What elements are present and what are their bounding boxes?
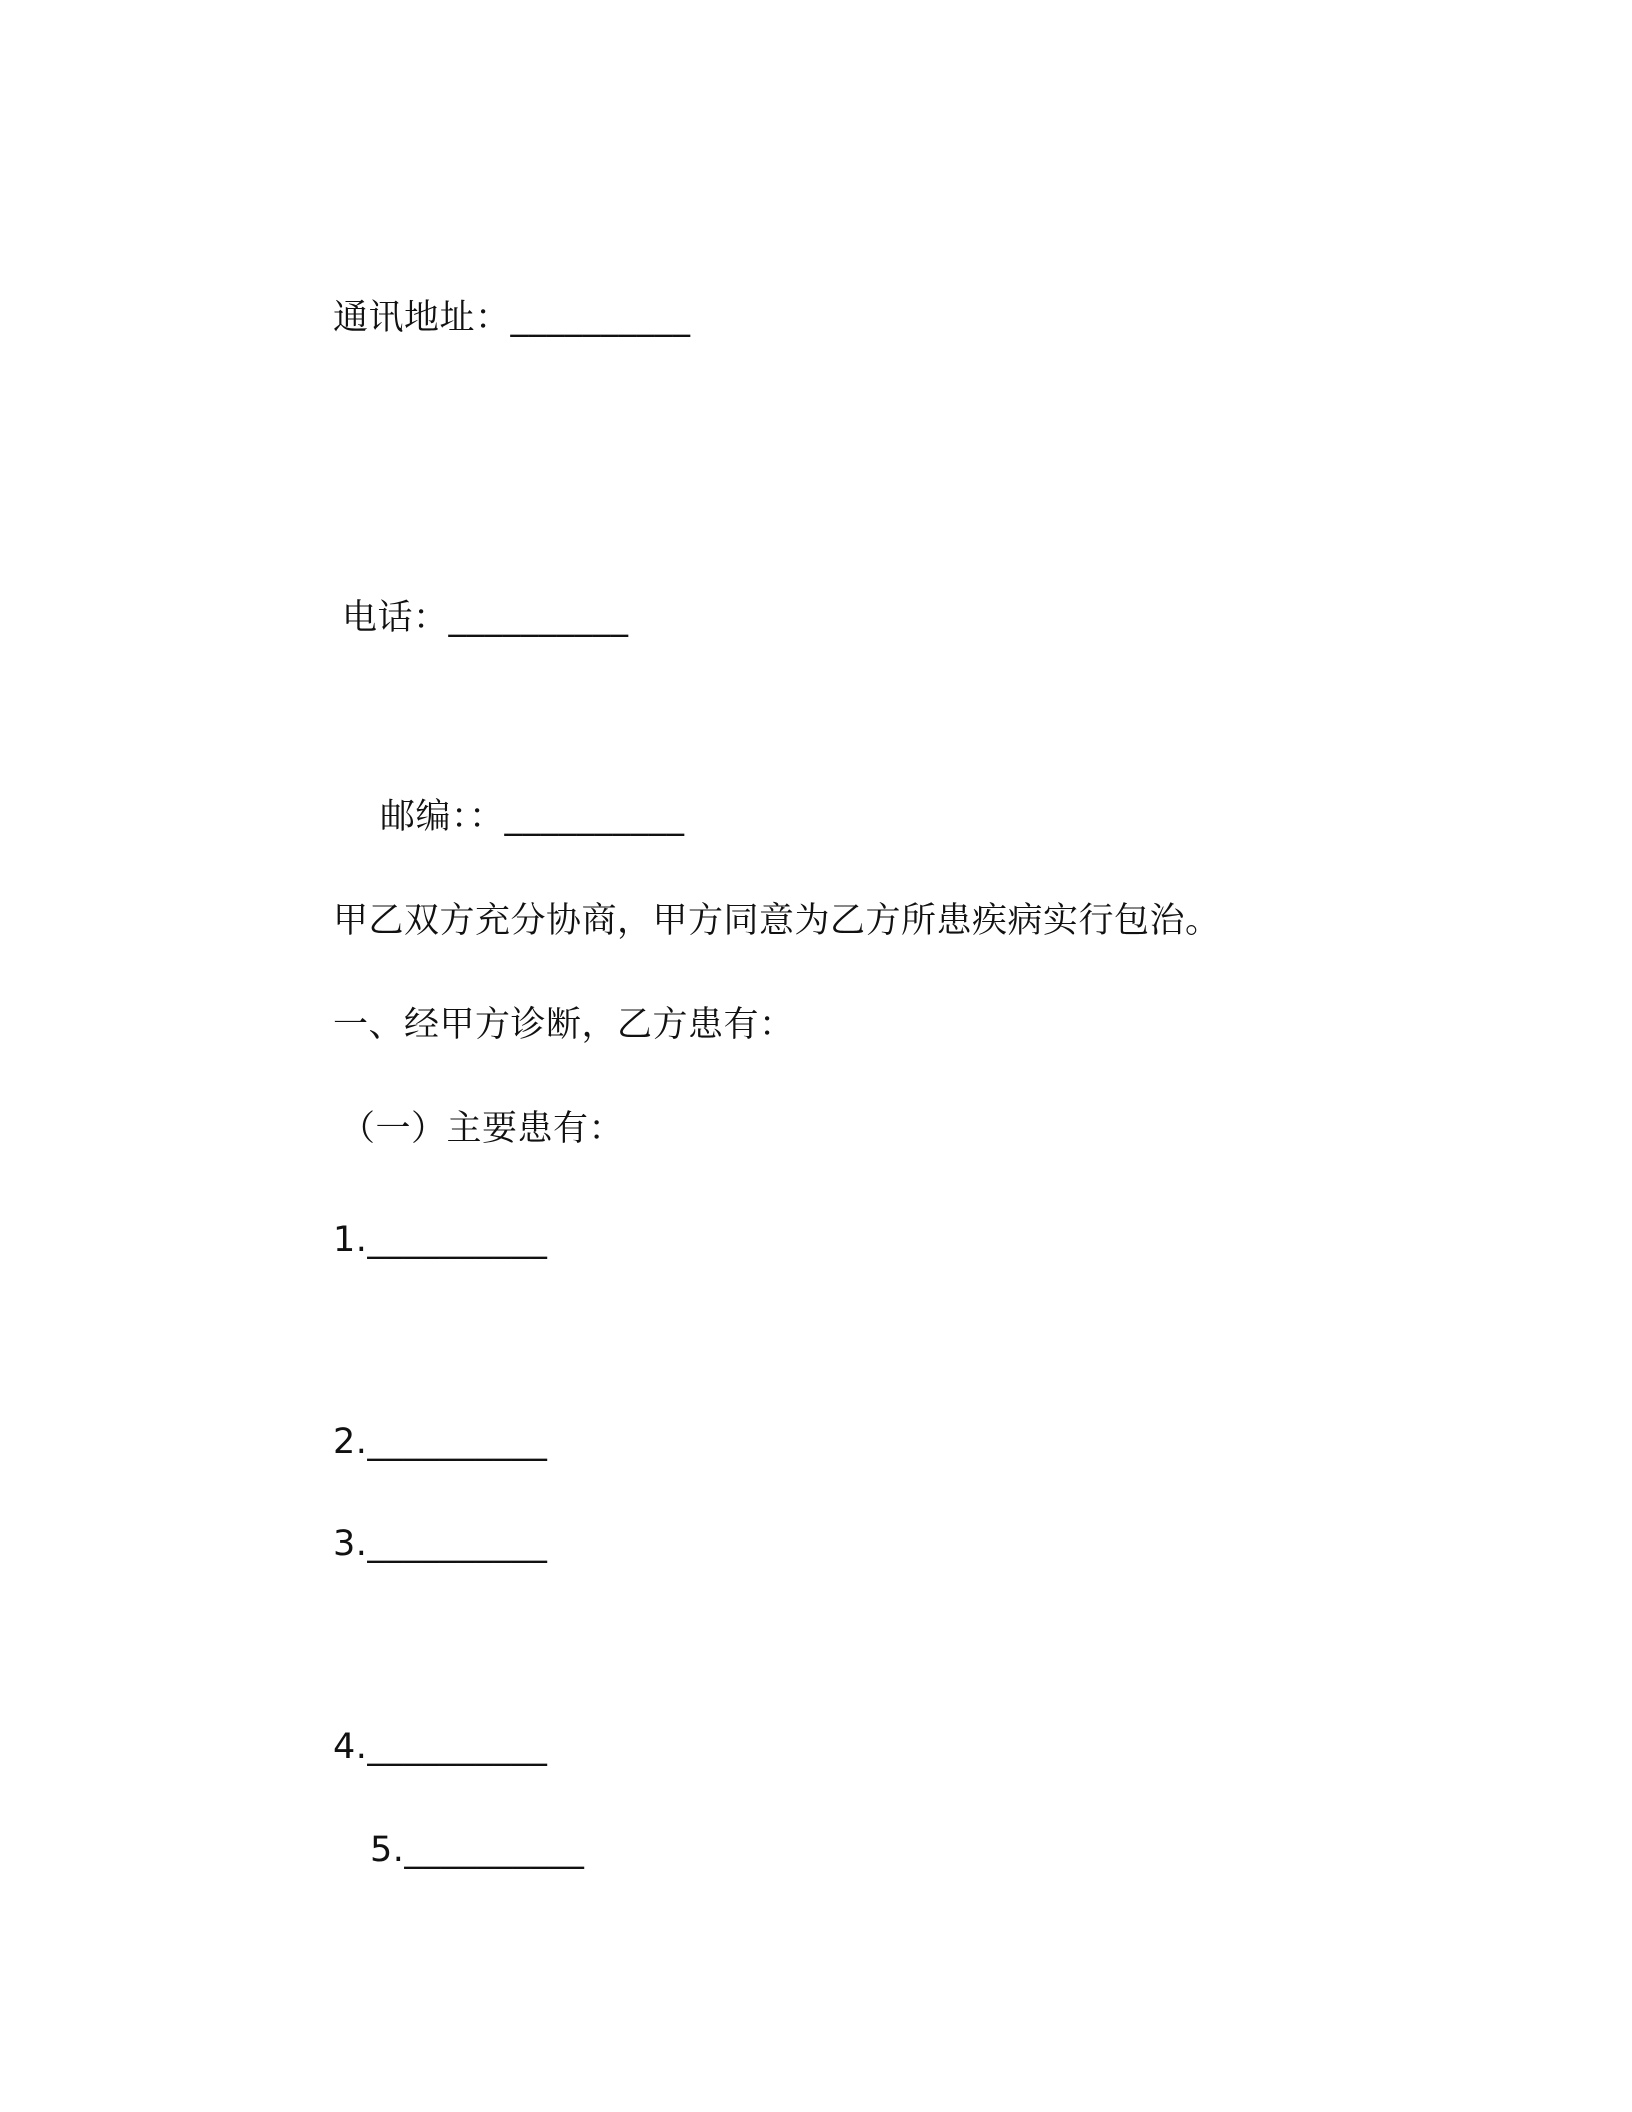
subsection-one-heading: （一）主要患有： — [340, 1109, 625, 1149]
postcode-line: 邮编：：__________ — [380, 797, 685, 837]
list-item: 5.__________ — [370, 1830, 585, 1870]
list-item: 1.__________ — [333, 1220, 548, 1260]
agreement-line: 甲乙双方充分协商，甲方同意为乙方所患疾病实行包治。 — [333, 901, 1221, 941]
phone-line: 电话：__________ — [342, 598, 629, 638]
list-item: 3.__________ — [333, 1524, 548, 1564]
section-one-heading: 一、经甲方诊断，乙方患有： — [333, 1005, 795, 1045]
list-item: 2.__________ — [333, 1422, 548, 1462]
list-item: 4.__________ — [333, 1727, 548, 1767]
address-line: 通讯地址：__________ — [333, 298, 691, 338]
